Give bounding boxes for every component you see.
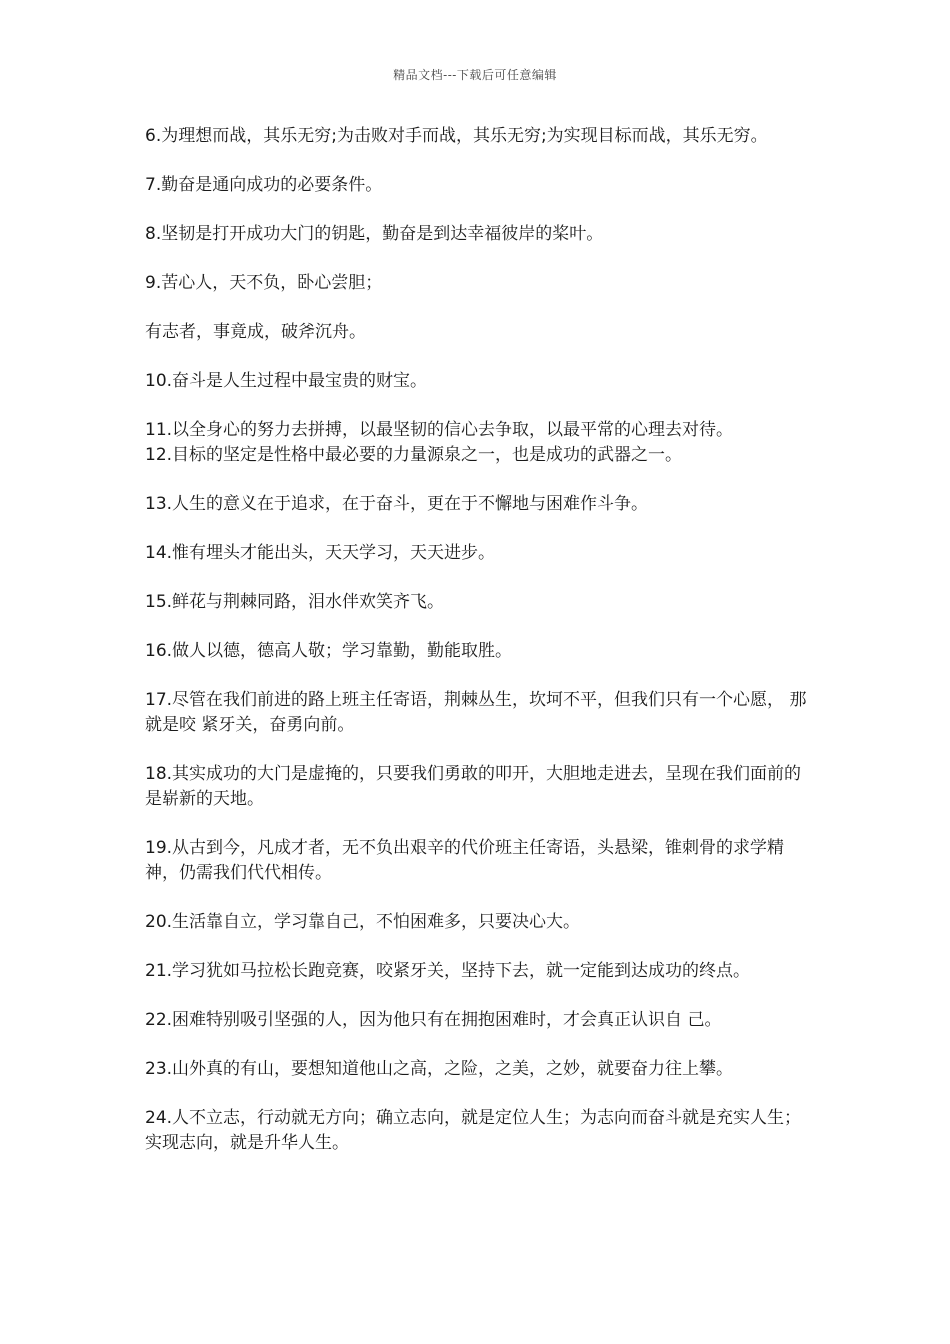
- paragraph-21: 21.学习犹如马拉松长跑竞赛，咬紧牙关，坚持下去，就一定能到达成功的终点。: [145, 961, 751, 981]
- paragraph-19: 19.从古到今，凡成才者，无不负出艰辛的代价班主任寄语，头悬梁，锥刺骨的求学精 神，仍需我们代代相传。: [145, 838, 790, 883]
- page-header: 精品文档---下载后可任意编辑: [393, 68, 557, 82]
- paragraph-7: 7.勤奋是通向成功的必要条件。: [145, 175, 383, 195]
- document-body: [145, 124, 817, 1180]
- paragraph-16: 16.做人以德，德高人敬；学习靠勤，勤能取胜。: [145, 641, 513, 661]
- paragraph-13: 13.人生的意义在于追求，在于奋斗，更在于不懈地与困难作斗争。: [145, 494, 649, 514]
- paragraph-18: 18.其实成功的大门是虚掩的，只要我们勇敢的叩开，大胆地走进去，呈现在我们面前的是崭新的天地。: [145, 764, 802, 809]
- paragraph-23: 23.山外真的有山，要想知道他山之高，之险，之美，之妙，就要奋力往上攀。: [145, 1059, 734, 1079]
- paragraph-9: 9.苦心人，天不负，卧心尝胆；: [145, 273, 383, 293]
- paragraph-11: 11.以全身心的努力去拼搏，以最坚韧的信心去争取，以最平常的心理去对待。: [145, 420, 734, 440]
- paragraph-15: 15.鲜花与荆棘同路，泪水伴欢笑齐飞。: [145, 592, 445, 612]
- paragraph-24: 24.人不立志，行动就无方向；确立志向，就是定位人生；为志向而奋斗就是充实人生；实现志向，就是升华人生。: [145, 1108, 802, 1153]
- paragraph-17: 17.尽管在我们前进的路上班主任寄语，荆棘丛生，坎坷不平，但我们只有一个心愿， 那就是咬 紧牙关，奋勇向前。: [145, 690, 807, 735]
- paragraph-22: 22.困难特别吸引坚强的人，因为他只有在拥抱困难时，才会真正认识自 己。: [145, 1010, 722, 1030]
- paragraph-10: 10.奋斗是人生过程中最宝贵的财宝。: [145, 371, 428, 391]
- paragraph-14: 14.惟有埋头才能出头，天天学习，天天进步。: [145, 543, 496, 563]
- paragraph-20: 20.生活靠自立，学习靠自己，不怕困难多，只要决心大。: [145, 912, 581, 932]
- paragraph-9-continued: 有志者，事竟成，破斧沉舟。: [145, 322, 366, 342]
- paragraph-12: 12.目标的坚定是性格中最必要的力量源泉之一，也是成功的武器之一。: [145, 445, 683, 465]
- paragraph-6: 6.为理想而战，其乐无穷;为击败对手而战，其乐无穷;为实现目标而战，其乐无穷。: [145, 126, 768, 146]
- paragraph-8: 8.坚韧是打开成功大门的钥匙，勤奋是到达幸福彼岸的桨叶。: [145, 224, 604, 244]
